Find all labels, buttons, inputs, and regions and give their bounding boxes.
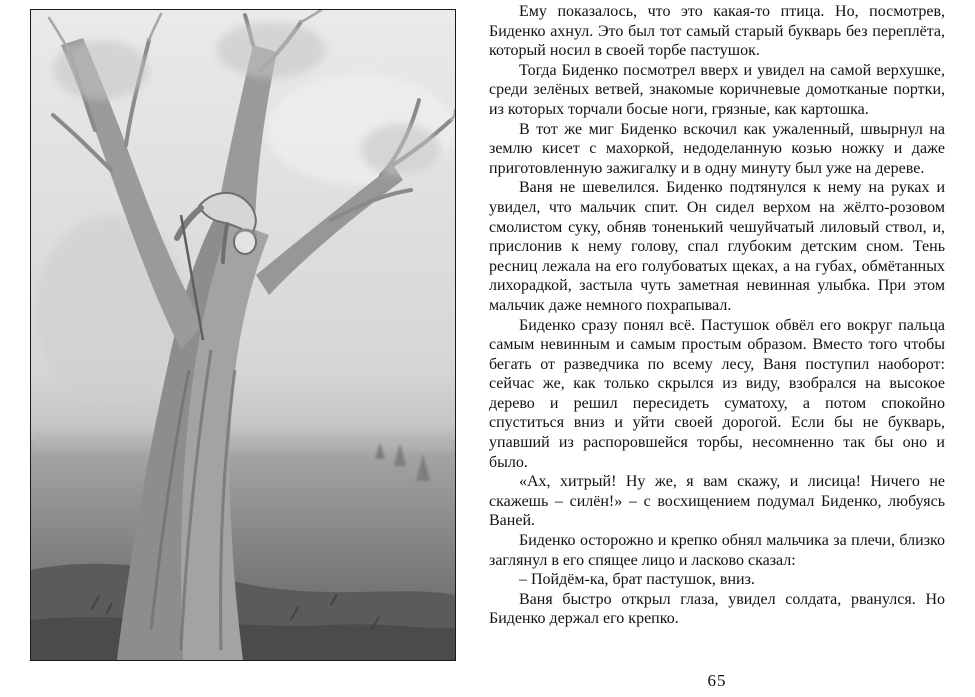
page-text-column: [489, 2, 945, 629]
paragraph: Ваня быстро открыл глаза, увидел солдата, рванулся. Но Биденко держал его крепко.: [489, 590, 945, 628]
paragraph-dialogue: – Пойдём-ка, брат пастушок, вниз.: [519, 571, 755, 589]
paragraph: Тогда Биденко посмотрел вверх и увидел на самой верхушке, среди зелёных ветвей, знакомые коричневые домотканые портки, из которых торчали босые ноги, грязные, как картошка.: [489, 61, 945, 118]
book-illustration: [30, 9, 456, 661]
paragraph: В тот же миг Биденко вскочил как ужаленный, швырнул на землю кисет с махоркой, недоделанную козью ножку и даже приготовленную зажигалку и в одну минуту был уже на дереве.: [489, 120, 945, 177]
sleeping-boy-in-tree-illustration: [31, 10, 455, 660]
paragraph: «Ах, хитрый! Ну же, я вам скажу, и лисица! Ничего не скажешь – силён!» – с восхищением подумал Биденко, любуясь Ваней.: [489, 473, 945, 530]
paragraph: Ваня не шевелился. Биденко подтянулся к нему на руках и увидел, что мальчик спит. Он сидел верхом на жёлто-розовом смолистом суку, обняв тоненький чешуйчатый лиловый ствол, и, прислонив к нему голову, спал глубоким детским сном. Тень ресниц лежала на его голубоватых щеках, а на губах, обмётанных лихорадкой, застыла чуть заметная невинная улыбка. При этом мальчик даже немного похрапывал.: [489, 179, 945, 314]
paragraph: Биденко осторожно и крепко обнял мальчика за плечи, близко заглянул в его спящее лицо и ласково сказал:: [489, 532, 945, 569]
page-number: 65: [707, 671, 727, 690]
paragraph: Биденко сразу понял всё. Пастушок обвёл его вокруг пальца самым невинным и самым простым образом. Вместо того чтобы бегать от разведчика по всему лесу, Ваня поступил наоборот: сейчас же, как только скрылся из виду, взобрался на высокое дерево и решил пересидеть суматоху, а потом спокойно спуститься вниз и уйти своей дорогой. Если бы не букварь, упавший из распоровшейся торбы, несомненно так бы оно и было.: [489, 316, 945, 471]
paragraph: Ему показалось, что это какая-то птица. Но, посмотрев, Биденко ахнул. Это был тот самый старый букварь без переплёта, который носил в своей торбе пастушок.: [489, 3, 945, 60]
